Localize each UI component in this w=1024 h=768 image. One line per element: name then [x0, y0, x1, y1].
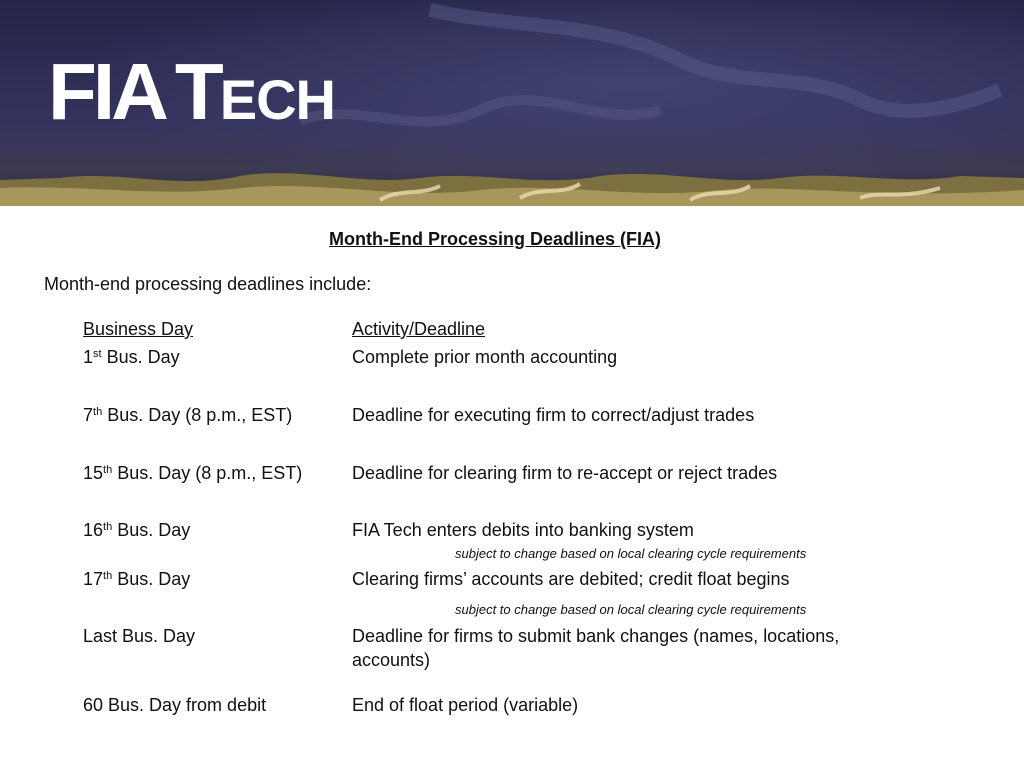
- day-suffix: th: [93, 406, 103, 418]
- row-day: [83, 347, 180, 368]
- page-title: Month-End Processing Deadlines (FIA): [328, 229, 662, 249]
- day-number: 7: [83, 405, 94, 425]
- row-day: [83, 569, 190, 590]
- day-label: 60 Bus. Day from debit: [83, 695, 267, 715]
- row-day: [83, 626, 195, 647]
- day-label: Last Bus. Day: [83, 626, 196, 646]
- activity-line: accounts): [352, 650, 431, 670]
- row-day: [83, 405, 292, 426]
- activity-line: Deadline for firms to submit bank changes (names, locations,: [352, 626, 840, 646]
- day-suffix: th: [103, 521, 113, 533]
- day-number: 15: [83, 463, 104, 483]
- row-activity: [352, 624, 839, 672]
- day-number: 1: [83, 347, 94, 367]
- row-activity: Complete prior month accounting: [352, 347, 618, 367]
- day-suffix: th: [103, 464, 113, 476]
- row-activity: End of float period (variable): [352, 695, 579, 715]
- row-activity: Deadline for clearing firm to re-accept or reject trades: [352, 463, 778, 483]
- header-business-day: Business Day: [83, 319, 194, 339]
- row-note: subject to change based on local clearing cycle requirements: [455, 546, 807, 561]
- day-label: Bus. Day (8 p.m., EST): [102, 405, 293, 425]
- fiatech-logo: [48, 47, 335, 136]
- logo-ech-text: ECH: [219, 68, 335, 131]
- row-note: subject to change based on local clearing cycle requirements: [455, 602, 807, 617]
- day-label: Bus. Day: [101, 347, 180, 367]
- row-activity: FIA Tech enters debits into banking system: [352, 520, 694, 540]
- row-day: [83, 463, 302, 484]
- day-label: Bus. Day (8 p.m., EST): [112, 463, 303, 483]
- row-activity: Clearing firms’ accounts are debited; credit float begins: [352, 569, 790, 589]
- day-label: Bus. Day: [112, 569, 191, 589]
- row-day: [83, 695, 266, 716]
- header-activity: Activity/Deadline: [352, 319, 486, 339]
- day-suffix: st: [93, 348, 102, 360]
- day-label: Bus. Day: [112, 520, 191, 540]
- header-banner: [0, 0, 1024, 206]
- day-suffix: th: [103, 570, 113, 582]
- row-activity: Deadline for executing firm to correct/adjust trades: [352, 405, 755, 425]
- logo-fia-text: FIA: [48, 47, 165, 136]
- day-number: 17: [83, 569, 104, 589]
- row-day: [83, 520, 190, 541]
- logo-t-text: T: [174, 47, 220, 136]
- intro-text: Month-end processing deadlines include:: [44, 274, 372, 294]
- day-number: 16: [83, 520, 104, 540]
